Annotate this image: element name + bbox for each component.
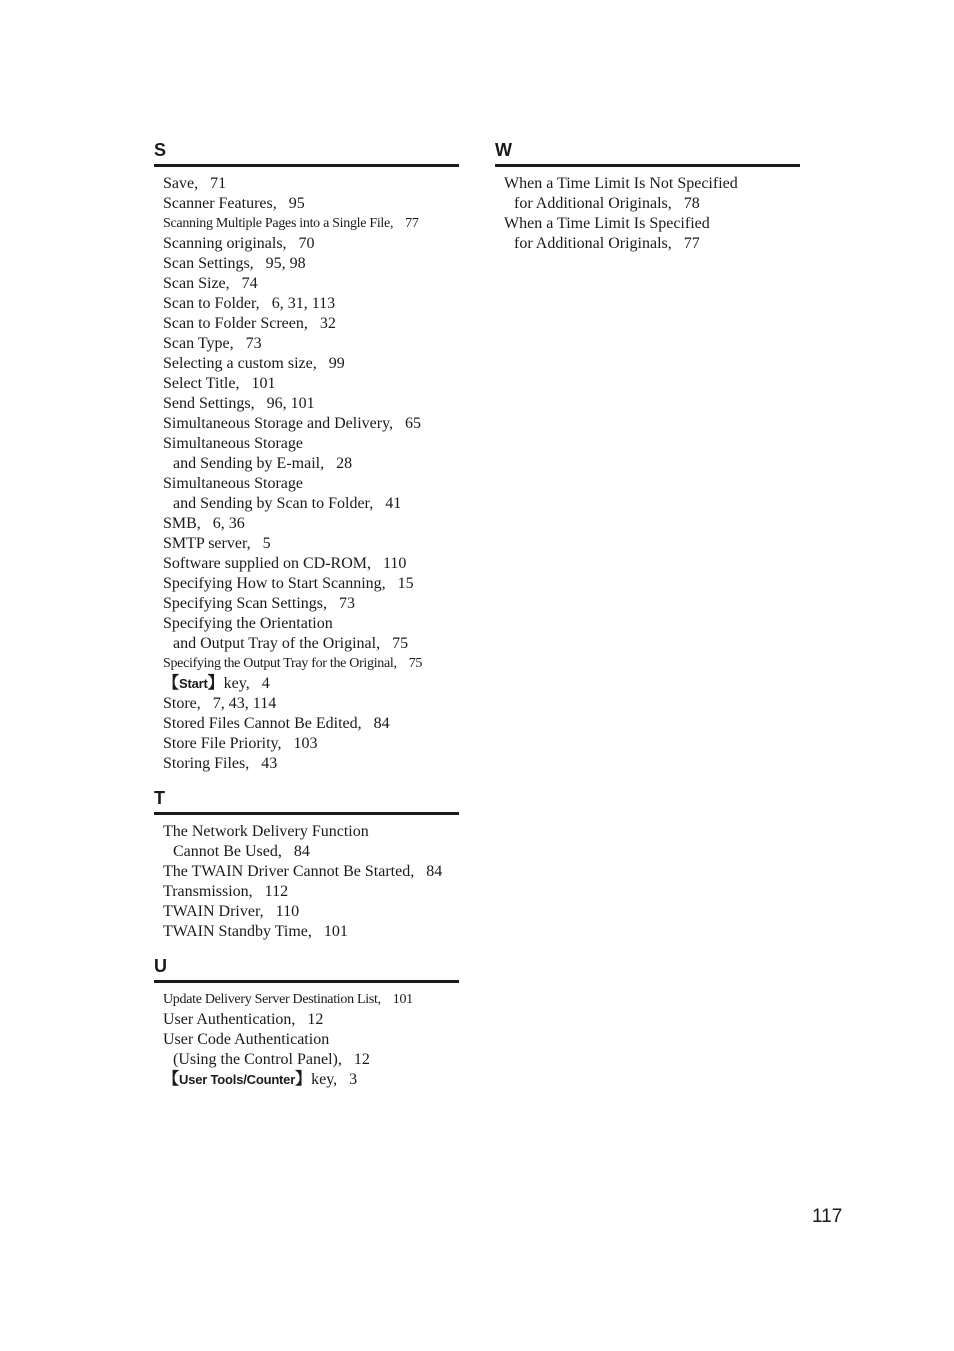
entry-term: key, bbox=[311, 1071, 338, 1088]
index-section-s bbox=[154, 138, 459, 774]
entry-term: Store File Priority, bbox=[163, 735, 282, 752]
index-entry bbox=[163, 1010, 459, 1030]
index-entry bbox=[163, 254, 459, 274]
entry-line bbox=[163, 454, 459, 474]
entry-term: Specifying the Output Tray for the Original, bbox=[163, 656, 397, 671]
index-entry bbox=[163, 174, 459, 194]
entry-pages: 15 bbox=[397, 575, 414, 592]
index-entry bbox=[163, 734, 459, 754]
entry-line bbox=[163, 634, 459, 654]
entry-pages: 73 bbox=[245, 335, 262, 352]
index-column-right bbox=[495, 138, 800, 266]
index-entry bbox=[163, 334, 459, 354]
entry-first-line: The Network Delivery Function bbox=[163, 823, 369, 840]
entry-term: Select Title, bbox=[163, 375, 240, 392]
index-entry bbox=[163, 1070, 459, 1090]
index-entry bbox=[163, 654, 459, 674]
index-section-w bbox=[495, 138, 800, 254]
entry-pages: 95 bbox=[288, 195, 305, 212]
entry-line bbox=[163, 575, 414, 592]
index-entry bbox=[163, 294, 459, 314]
entry-line bbox=[163, 275, 258, 292]
entry-term: Stored Files Cannot Be Edited, bbox=[163, 715, 362, 732]
index-entry bbox=[163, 902, 459, 922]
entry-pages: 101 bbox=[392, 992, 413, 1007]
entry-pages: 101 bbox=[251, 375, 276, 392]
entry-term: Scanning Multiple Pages into a Single File, bbox=[163, 216, 394, 231]
entry-line bbox=[163, 515, 245, 532]
entry-pages: 41 bbox=[385, 495, 402, 512]
entry-pages: 6, 36 bbox=[212, 515, 245, 532]
index-entry bbox=[163, 374, 459, 394]
index-column-left bbox=[154, 138, 459, 1102]
entry-pages: 3 bbox=[349, 1071, 358, 1088]
entry-line bbox=[163, 555, 406, 572]
entry-pages: 77 bbox=[683, 235, 700, 252]
entry-term: Scan Settings, bbox=[163, 255, 254, 272]
entry-line bbox=[163, 235, 315, 252]
entry-line bbox=[163, 255, 306, 272]
index-entry bbox=[163, 674, 459, 694]
entry-first-line: When a Time Limit Is Specified bbox=[504, 215, 710, 232]
entry-line bbox=[163, 195, 305, 212]
entry-term: Scan to Folder, bbox=[163, 295, 260, 312]
entry-term: SMTP server, bbox=[163, 535, 251, 552]
index-entry bbox=[163, 922, 459, 942]
index-entry bbox=[163, 474, 459, 514]
entry-term: Save, bbox=[163, 175, 199, 192]
entry-pages: 75 bbox=[392, 635, 409, 652]
entry-list bbox=[154, 822, 459, 942]
entry-line bbox=[163, 494, 459, 514]
entry-first-line: User Code Authentication bbox=[163, 1031, 330, 1048]
entry-pages: 84 bbox=[293, 843, 310, 860]
entry-line bbox=[163, 883, 288, 900]
index-entry bbox=[163, 990, 459, 1010]
entry-pages: 12 bbox=[353, 1051, 370, 1068]
entry-pages: 110 bbox=[275, 903, 300, 920]
entry-pages: 65 bbox=[405, 415, 422, 432]
key-name: User Tools/Counter bbox=[179, 1072, 296, 1087]
entry-pages: 103 bbox=[293, 735, 318, 752]
entry-line bbox=[163, 595, 355, 612]
entry-line bbox=[163, 695, 276, 712]
index-entry bbox=[163, 194, 459, 214]
entry-line bbox=[163, 415, 421, 432]
index-entry bbox=[163, 554, 459, 574]
entry-pages: 112 bbox=[264, 883, 289, 900]
entry-pages: 73 bbox=[338, 595, 355, 612]
entry-pages: 6, 31, 113 bbox=[271, 295, 336, 312]
entry-line bbox=[504, 234, 800, 254]
entry-term: The TWAIN Driver Cannot Be Started, bbox=[163, 863, 415, 880]
entry-line bbox=[163, 1071, 357, 1088]
entry-line bbox=[163, 656, 422, 671]
entry-line bbox=[163, 735, 318, 752]
entry-list bbox=[495, 174, 800, 254]
entry-line bbox=[163, 335, 262, 352]
entry-pages: 5 bbox=[262, 535, 271, 552]
entry-line bbox=[163, 923, 348, 940]
entry-term: key, bbox=[223, 675, 250, 692]
entry-line bbox=[163, 375, 275, 392]
index-entry bbox=[504, 174, 800, 214]
entry-term: and Output Tray of the Original, bbox=[173, 635, 381, 652]
entry-term: Scan to Folder Screen, bbox=[163, 315, 308, 332]
key-name: Start bbox=[179, 676, 208, 691]
entry-line bbox=[163, 675, 270, 692]
section-heading: W bbox=[495, 138, 800, 167]
right-bracket-icon: 】 bbox=[207, 675, 224, 692]
entry-line bbox=[163, 715, 390, 732]
entry-list bbox=[154, 174, 459, 774]
entry-term: (Using the Control Panel), bbox=[173, 1051, 342, 1068]
entry-list bbox=[154, 990, 459, 1090]
entry-pages: 12 bbox=[307, 1011, 324, 1028]
right-bracket-icon: 】 bbox=[295, 1071, 312, 1088]
left-bracket-icon: 【 bbox=[163, 675, 180, 692]
index-entry bbox=[163, 394, 459, 414]
entry-term: TWAIN Driver, bbox=[163, 903, 264, 920]
entry-term: Scanner Features, bbox=[163, 195, 277, 212]
index-entry bbox=[163, 754, 459, 774]
entry-term: Selecting a custom size, bbox=[163, 355, 317, 372]
index-entry bbox=[163, 274, 459, 294]
entry-first-line: Simultaneous Storage bbox=[163, 475, 303, 492]
entry-pages: 77 bbox=[405, 216, 419, 231]
entry-pages: 84 bbox=[426, 863, 443, 880]
entry-term: for Additional Originals, bbox=[514, 195, 672, 212]
index-entry bbox=[163, 714, 459, 734]
entry-line bbox=[163, 216, 419, 231]
index-entry bbox=[163, 594, 459, 614]
index-entry bbox=[163, 354, 459, 374]
entry-pages: 96, 101 bbox=[266, 395, 315, 412]
entry-term: Store, bbox=[163, 695, 201, 712]
entry-pages: 74 bbox=[241, 275, 258, 292]
entry-first-line: Simultaneous Storage bbox=[163, 435, 303, 452]
entry-term: Update Delivery Server Destination List, bbox=[163, 992, 381, 1007]
entry-term: Scan Type, bbox=[163, 335, 234, 352]
index-entry bbox=[163, 822, 459, 862]
left-bracket-icon: 【 bbox=[163, 1071, 180, 1088]
entry-line bbox=[163, 1050, 459, 1070]
section-heading: S bbox=[154, 138, 459, 167]
entry-line bbox=[163, 175, 226, 192]
entry-term: SMB, bbox=[163, 515, 201, 532]
entry-pages: 101 bbox=[323, 923, 348, 940]
entry-term: Specifying Scan Settings, bbox=[163, 595, 327, 612]
entry-pages: 4 bbox=[261, 675, 270, 692]
entry-line bbox=[163, 842, 459, 862]
entry-pages: 71 bbox=[210, 175, 227, 192]
entry-line bbox=[163, 355, 345, 372]
entry-pages: 99 bbox=[328, 355, 345, 372]
index-entry bbox=[163, 614, 459, 654]
entry-term: Storing Files, bbox=[163, 755, 250, 772]
entry-term: Simultaneous Storage and Delivery, bbox=[163, 415, 394, 432]
entry-term: User Authentication, bbox=[163, 1011, 296, 1028]
entry-line bbox=[163, 315, 336, 332]
entry-pages: 32 bbox=[319, 315, 336, 332]
index-entry bbox=[163, 314, 459, 334]
entry-term: Send Settings, bbox=[163, 395, 255, 412]
entry-line bbox=[163, 863, 442, 880]
index-section-u bbox=[154, 954, 459, 1090]
entry-term: Transmission, bbox=[163, 883, 253, 900]
entry-term: Scan Size, bbox=[163, 275, 230, 292]
index-section-t bbox=[154, 786, 459, 942]
index-entry bbox=[163, 214, 459, 234]
entry-term: and Sending by Scan to Folder, bbox=[173, 495, 374, 512]
entry-line bbox=[163, 395, 315, 412]
entry-term: Specifying How to Start Scanning, bbox=[163, 575, 386, 592]
entry-line bbox=[504, 194, 800, 214]
index-entry bbox=[163, 414, 459, 434]
entry-pages: 43 bbox=[261, 755, 278, 772]
index-entry bbox=[163, 1030, 459, 1070]
index-entry bbox=[163, 574, 459, 594]
entry-pages: 78 bbox=[683, 195, 700, 212]
index-entry bbox=[504, 214, 800, 254]
entry-line bbox=[163, 295, 335, 312]
index-entry bbox=[163, 234, 459, 254]
entry-pages: 95, 98 bbox=[265, 255, 306, 272]
entry-term: TWAIN Standby Time, bbox=[163, 923, 312, 940]
entry-term: Cannot Be Used, bbox=[173, 843, 282, 860]
entry-term: Scanning originals, bbox=[163, 235, 287, 252]
entry-line bbox=[163, 992, 413, 1007]
page-number: 117 bbox=[812, 1206, 843, 1227]
entry-line bbox=[163, 903, 299, 920]
entry-pages: 7, 43, 114 bbox=[212, 695, 277, 712]
entry-term: for Additional Originals, bbox=[514, 235, 672, 252]
index-entry bbox=[163, 514, 459, 534]
entry-line bbox=[163, 755, 277, 772]
entry-pages: 75 bbox=[408, 656, 423, 671]
entry-pages: 110 bbox=[382, 555, 407, 572]
entry-pages: 70 bbox=[298, 235, 315, 252]
entry-line bbox=[163, 1011, 323, 1028]
index-entry bbox=[163, 882, 459, 902]
entry-pages: 84 bbox=[373, 715, 390, 732]
section-heading: T bbox=[154, 786, 459, 815]
entry-line bbox=[163, 535, 271, 552]
index-entry bbox=[163, 434, 459, 474]
index-entry bbox=[163, 694, 459, 714]
index-entry bbox=[163, 862, 459, 882]
entry-pages: 28 bbox=[336, 455, 353, 472]
entry-first-line: When a Time Limit Is Not Specified bbox=[504, 175, 738, 192]
entry-first-line: Specifying the Orientation bbox=[163, 615, 333, 632]
section-heading: U bbox=[154, 954, 459, 983]
entry-term: Software supplied on CD-ROM, bbox=[163, 555, 371, 572]
entry-term: and Sending by E-mail, bbox=[173, 455, 325, 472]
index-entry bbox=[163, 534, 459, 554]
